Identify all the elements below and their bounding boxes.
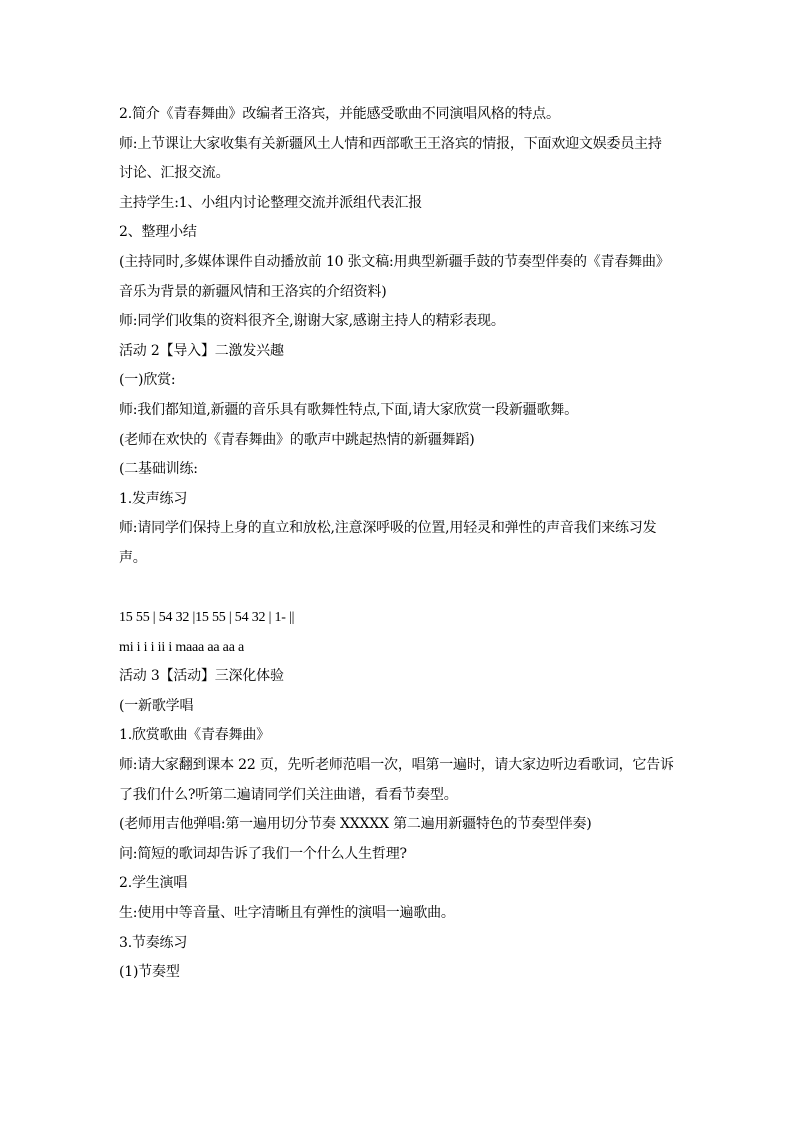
text-line: 师:请同学们保持上身的直立和放松,注意深呼吸的位置,用轻灵和弹性的声音我们来练习发 — [119, 520, 657, 537]
lyrics-syllables-line: mi i i i ii i maaa aa aa a — [119, 639, 245, 655]
text-line: 1.发声练习 — [119, 490, 188, 507]
text-line: 2.学生演唱 — [119, 875, 188, 892]
text-line: 主持学生:1、小组内讨论整理交流并派组代表汇报 — [119, 194, 423, 211]
text-line: 师:上节课让大家收集有关新疆风土人情和西部歌王王洛宾的情报，下面欢迎文娱委员主持 — [119, 135, 662, 152]
text-line: 2、整理小结 — [119, 224, 197, 241]
text-line: 生:使用中等音量、吐字清晰且有弹性的演唱一遍歌曲。 — [119, 905, 455, 922]
section-heading: 活动 2【导入】二激发兴趣 — [119, 342, 284, 359]
text-line: (老师用吉他弹唱:第一遍用切分节奏 XXXXX 第二遍用新疆特色的节奏型伴奏) — [119, 816, 592, 833]
blank-line — [119, 574, 679, 604]
text-line: 问:简短的歌词却告诉了我们一个什么人生哲理? — [119, 845, 407, 862]
text-line: (一)欣赏: — [119, 372, 176, 389]
music-notation-line: 15 55 | 54 32 |15 55 | 54 32 | 1- || — [119, 610, 295, 626]
text-line: (1)节奏型 — [119, 964, 180, 981]
text-line: 讨论、汇报交流。 — [119, 165, 230, 182]
text-line: 了我们什么?听第二遍请同学们关注曲谱，看看节奏型。 — [119, 786, 458, 803]
text-line: 师:请大家翻到课本 22 页，先听老师范唱一次，唱第一遍时，请大家边听边看歌词，它告诉 — [119, 757, 674, 774]
text-line: 师:我们都知道,新疆的音乐具有歌舞性特点,下面,请大家欣赏一段新疆歌舞。 — [119, 401, 578, 418]
document-body — [119, 100, 679, 988]
text-line: (一新歌学唱 — [119, 697, 194, 714]
text-line: 2.简介《青春舞曲》改编者王洛宾，并能感受歌曲不同演唱风格的特点。 — [119, 106, 560, 122]
text-line: (主持同时,多媒体课件自动播放前 10 张文稿:用典型新疆手鼓的节奏型伴奏的《青春舞曲》 — [119, 253, 670, 270]
text-line: 音乐为背景的新疆风情和王洛宾的介绍资料) — [119, 283, 387, 300]
section-heading: 活动 3【活动】三深化体验 — [119, 668, 284, 685]
text-line: 3.节奏练习 — [119, 934, 188, 951]
text-line: 声。 — [119, 549, 147, 566]
text-line: (二基础训练: — [119, 461, 198, 478]
text-line: 1.欣赏歌曲《青春舞曲》 — [119, 727, 270, 744]
text-line: (老师在欢快的《青春舞曲》的歌声中跳起热情的新疆舞蹈) — [119, 431, 475, 448]
text-line: 师:同学们收集的资料很齐全,谢谢大家,感谢主持人的精彩表现。 — [119, 313, 505, 330]
